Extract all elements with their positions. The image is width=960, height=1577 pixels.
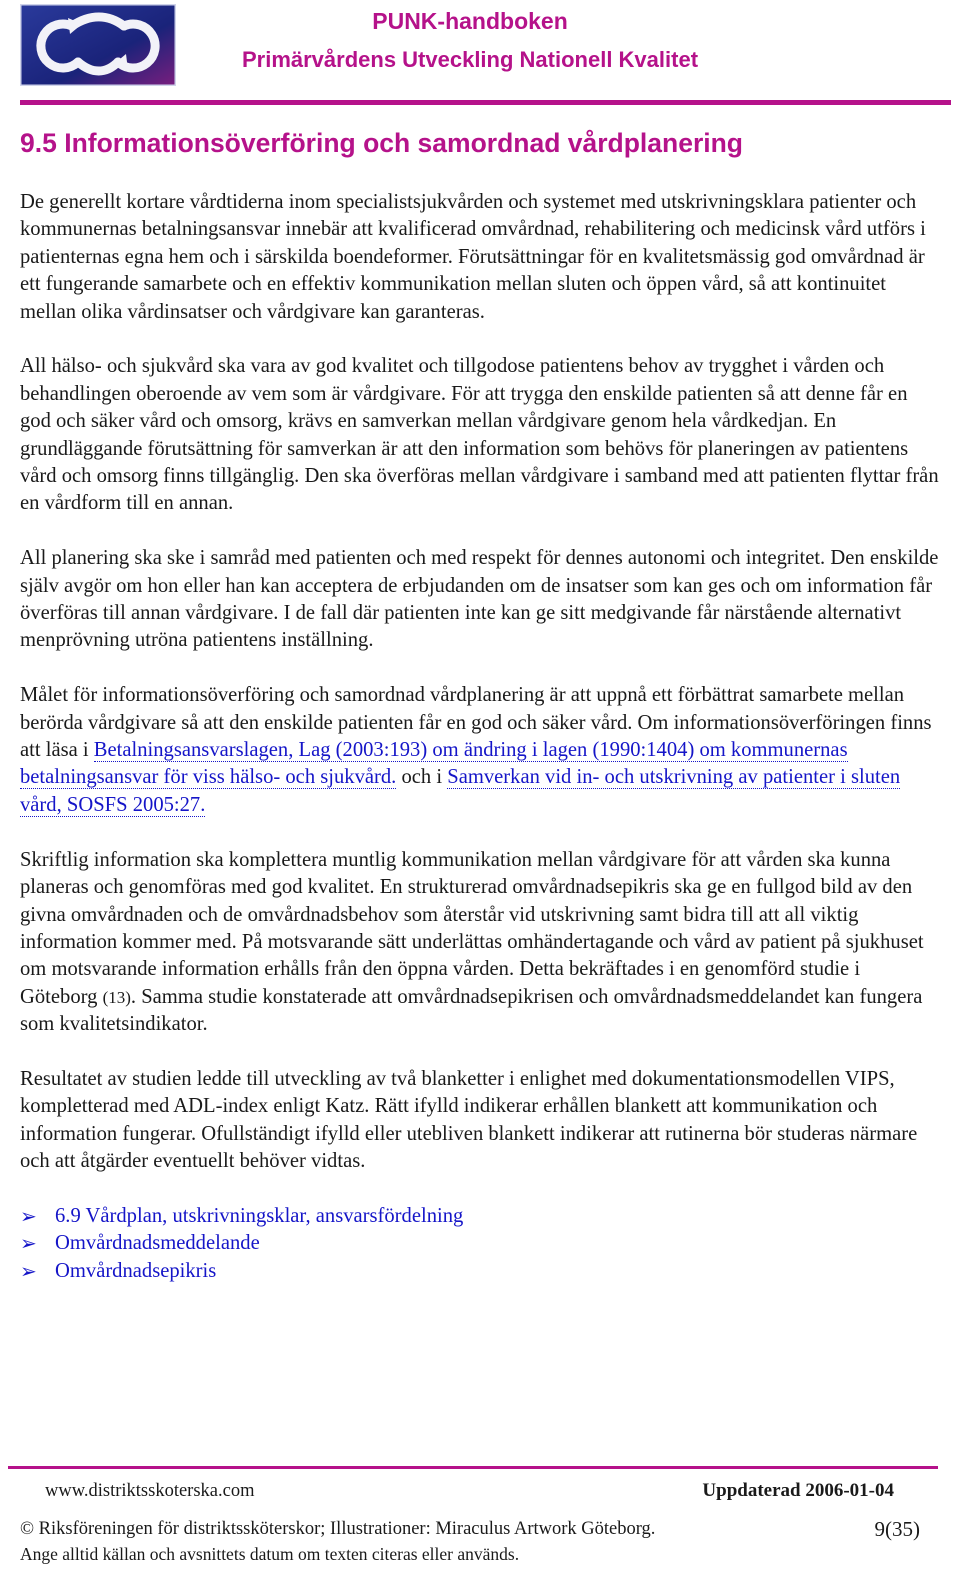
paragraph-text: Målet för informationsöverföring och samordnad vårdplanering är att uppnå ett förbättrat samarbete mellan berörda vårdgivare så att den enskilde patienten får en god och säker vård. Om informationsöverföringen finns att läsa i: [20, 684, 932, 762]
link-omvardnadsmeddelande[interactable]: Omvårdnadsmeddelande: [55, 1232, 260, 1255]
list-item: [20, 1203, 940, 1230]
paragraph-text: och i: [396, 766, 448, 789]
list-item: [20, 1258, 940, 1285]
footer-url: www.distriktsskoterska.com: [45, 1481, 255, 1501]
list-item: [20, 1230, 940, 1257]
page-number: 9(35): [874, 1517, 920, 1541]
sosfs-link[interactable]: Samverkan vid in- och utskrivning av patienter i sluten vård, SOSFS 2005:27.: [20, 766, 901, 816]
paragraph-text: . Samma studie konstaterade att omvårdnadsepikrisen och omvårdnadsmeddelandet kan fungera som kvalitetsindikator.: [20, 985, 923, 1036]
header-divider: [20, 100, 951, 105]
punk-logo: [20, 4, 176, 86]
section-heading: 9.5 Informationsöverföring och samordnad vårdplanering: [20, 128, 743, 158]
paragraph: [20, 682, 940, 819]
header: [180, 4, 760, 75]
reference-number: (13): [102, 987, 131, 1007]
link-omvardnadsepikris[interactable]: Omvårdnadsepikris: [55, 1259, 217, 1282]
arrow-bullet-icon: ➢: [20, 1231, 37, 1256]
arrow-bullet-icon: ➢: [20, 1203, 37, 1228]
footer-updated-date: Uppdaterad 2006-01-04: [702, 1480, 894, 1501]
related-links: [20, 1203, 940, 1285]
paragraph: Resultatet av studien ledde till utveckling av två blanketter i enlighet med dokumentationsmodellen VIPS, kompletterad med ADL-index enligt Katz. Rätt ifylld indikerar erhållen blankett att kommunikation och information fungerar. Ofullständigt ifylld eller utebliven blankett indikerar att rutinerna bör studeras närmare och att åtgärder eventuellt behöver vidtas.: [20, 1067, 918, 1173]
betalningsansvarslagen-link[interactable]: Betalningsansvarslagen, Lag (2003:193) om ändring i lagen (1990:1404) om kommunernas betalningsansvar för viss hälso- och sjukvård.: [20, 739, 848, 789]
paragraph-text: Skriftlig information ska komplettera muntlig kommunikation mellan vårdgivare för att vården ska kunna planeras och genomföras med god kvalitet. En strukturerad omvårdnadsepikris ska ge en fullgod bild av den givna omvårdnaden och de omvårdnadsbehov som återstår vid utskrivning samt bidra till att all viktig information kommer med. På motsvarande sätt underlättas omhändertagande och vård av patient på sjukhuset om motsvarande information erhålls från den öppna vården. Detta bekräftades i en genomförd studie i Göteborg: [20, 848, 924, 1008]
link-vardplan[interactable]: 6.9 Vårdplan, utskrivningsklar, ansvarsfördelning: [55, 1204, 464, 1227]
header-subtitle: Primärvårdens Utveckling Nationell Kvalitet: [241, 47, 699, 72]
footer-copyright: © Riksföreningen för distriktssköterskor; Illustrationer: Miraculus Artwork Göteborg.: [20, 1519, 656, 1539]
paragraph: All planering ska ske i samråd med patienten och med respekt för dennes autonomi och integritet. Den enskilde själv avgör om hon eller han kan acceptera de erbjudanden om de insatser som kan ges och om information får överföras till annan vårdgivare. I de fall där patienten inte kan ge sitt medgivande får närstående alternativt menprövning utröna patientens inställning.: [20, 547, 939, 652]
paragraph: All hälso- och sjukvård ska vara av god kvalitet och tillgodose patientens behov av trygghet i vården och behandlingen oberoende av vem som är vårdgivare. För att trygga den enskilde patienten så att denne får en god och säker vård och omsorg, krävs en samverkan mellan vårdgivare genom hela vårdkedjan. En grundläggande förutsättning för samverkan är att den information som behövs för planeringen av patientens vård och omsorg finns tillgänglig. Den ska överföras mellan vårdgivare i samband med att patienten flyttar från en vårdform till en annan.: [20, 355, 939, 515]
paragraph: De generellt kortare vårdtiderna inom specialistsjukvården och systemet med utskrivningsklara patienter och kommunernas betalningsansvar innebär att kvalificerad omvårdnad, rehabilitering och medicinsk vård utförs i patienternas egna hem och i särskilda boendeformer. Förutsättningar för en kvalitetsmässig god omvårdnad är ett fungerande samarbete och en effektiv kommunikation mellan sluten och öppen vård, så att kontinuitet mellan olika vårdinsatser och vårdgivare kan garanteras.: [20, 191, 926, 323]
arrow-bullet-icon: ➢: [20, 1258, 37, 1283]
header-title: PUNK-handboken: [372, 8, 568, 34]
footer-divider: [8, 1466, 938, 1469]
document-body: [20, 189, 940, 1285]
paragraph: [20, 847, 940, 1039]
footer-note: Ange alltid källan och avsnittets datum om texten citeras eller används.: [20, 1544, 520, 1564]
